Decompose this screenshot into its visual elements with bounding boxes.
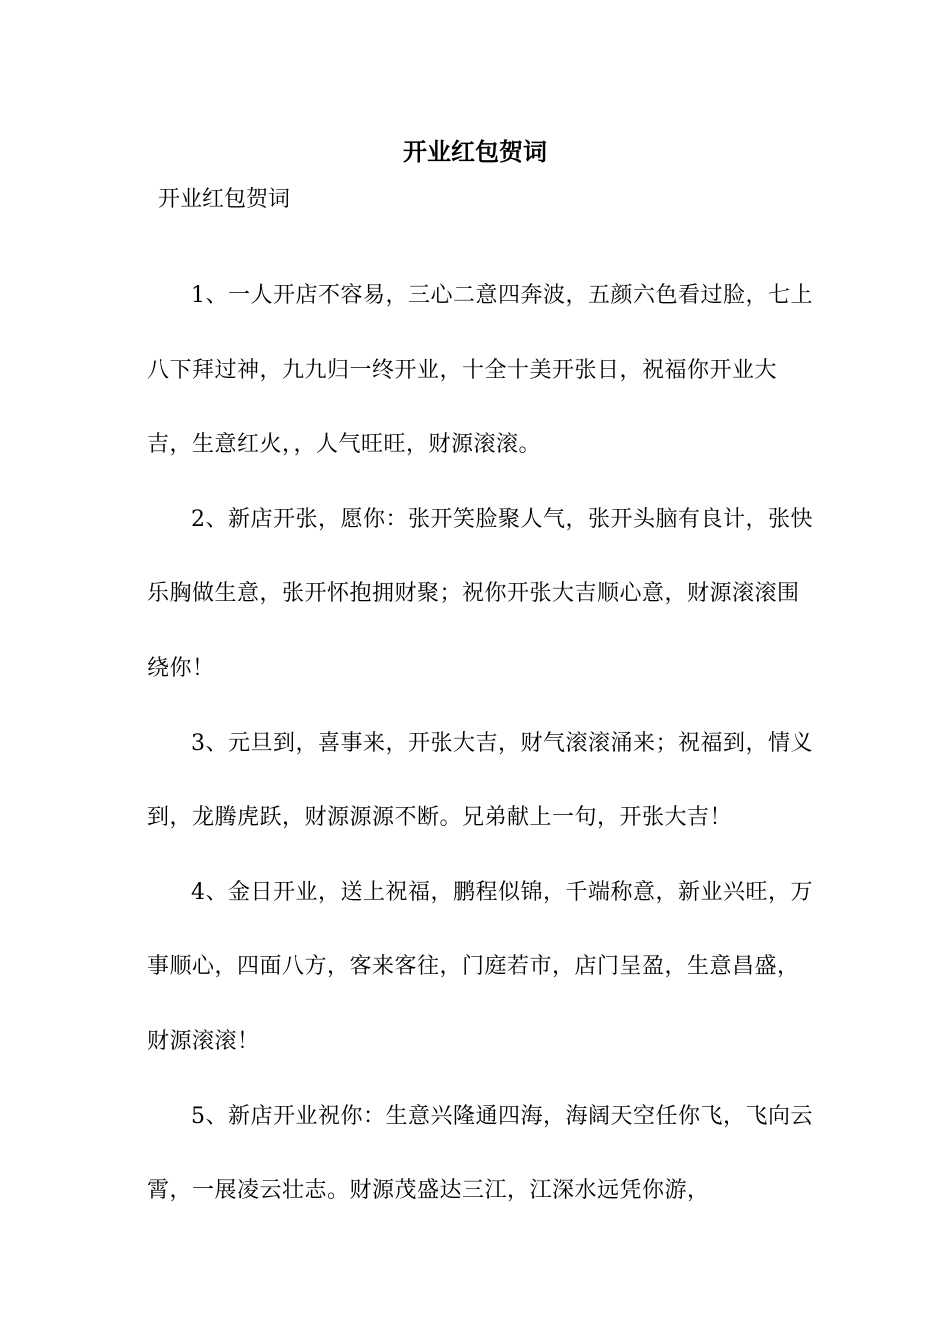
document-title: 开业红包贺词 [403,137,547,166]
paragraph-5: 5、新店开业祝你：生意兴隆通四海，海阔天空任你飞，飞向云霄，一展凌云壮志。财源茂盛达三江，江深水远凭你游， [147,1103,813,1204]
paragraph-1: 1、一人开店不容易，三心二意四奔波，五颜六色看过脸，七上八下拜过神，九九归一终开业，十全十美开张日，祝福你开业大吉，生意红火，，人气旺旺，财源滚滚。 [147,283,813,458]
document-subtitle: 开业红包贺词 [158,187,291,212]
paragraph-3: 3、元旦到，喜事来，开张大吉，财气滚滚涌来；祝福到，情义到，龙腾虎跃，财源源源不断。兄弟献上一句，开张大吉！ [147,730,813,831]
document-body [147,259,819,1229]
paragraph-2: 2、新店开张，愿你：张开笑脸聚人气，张开头脑有良计，张快乐胸做生意，张开怀抱拥财聚；祝你开张大吉顺心意，财源滚滚围绕你！ [147,506,813,681]
paragraph-4: 4、金日开业，送上祝福，鹏程似锦，千端称意，新业兴旺，万事顺心，四面八方，客来客往，门庭若市，店门呈盈，生意昌盛，财源滚滚！ [147,879,813,1054]
